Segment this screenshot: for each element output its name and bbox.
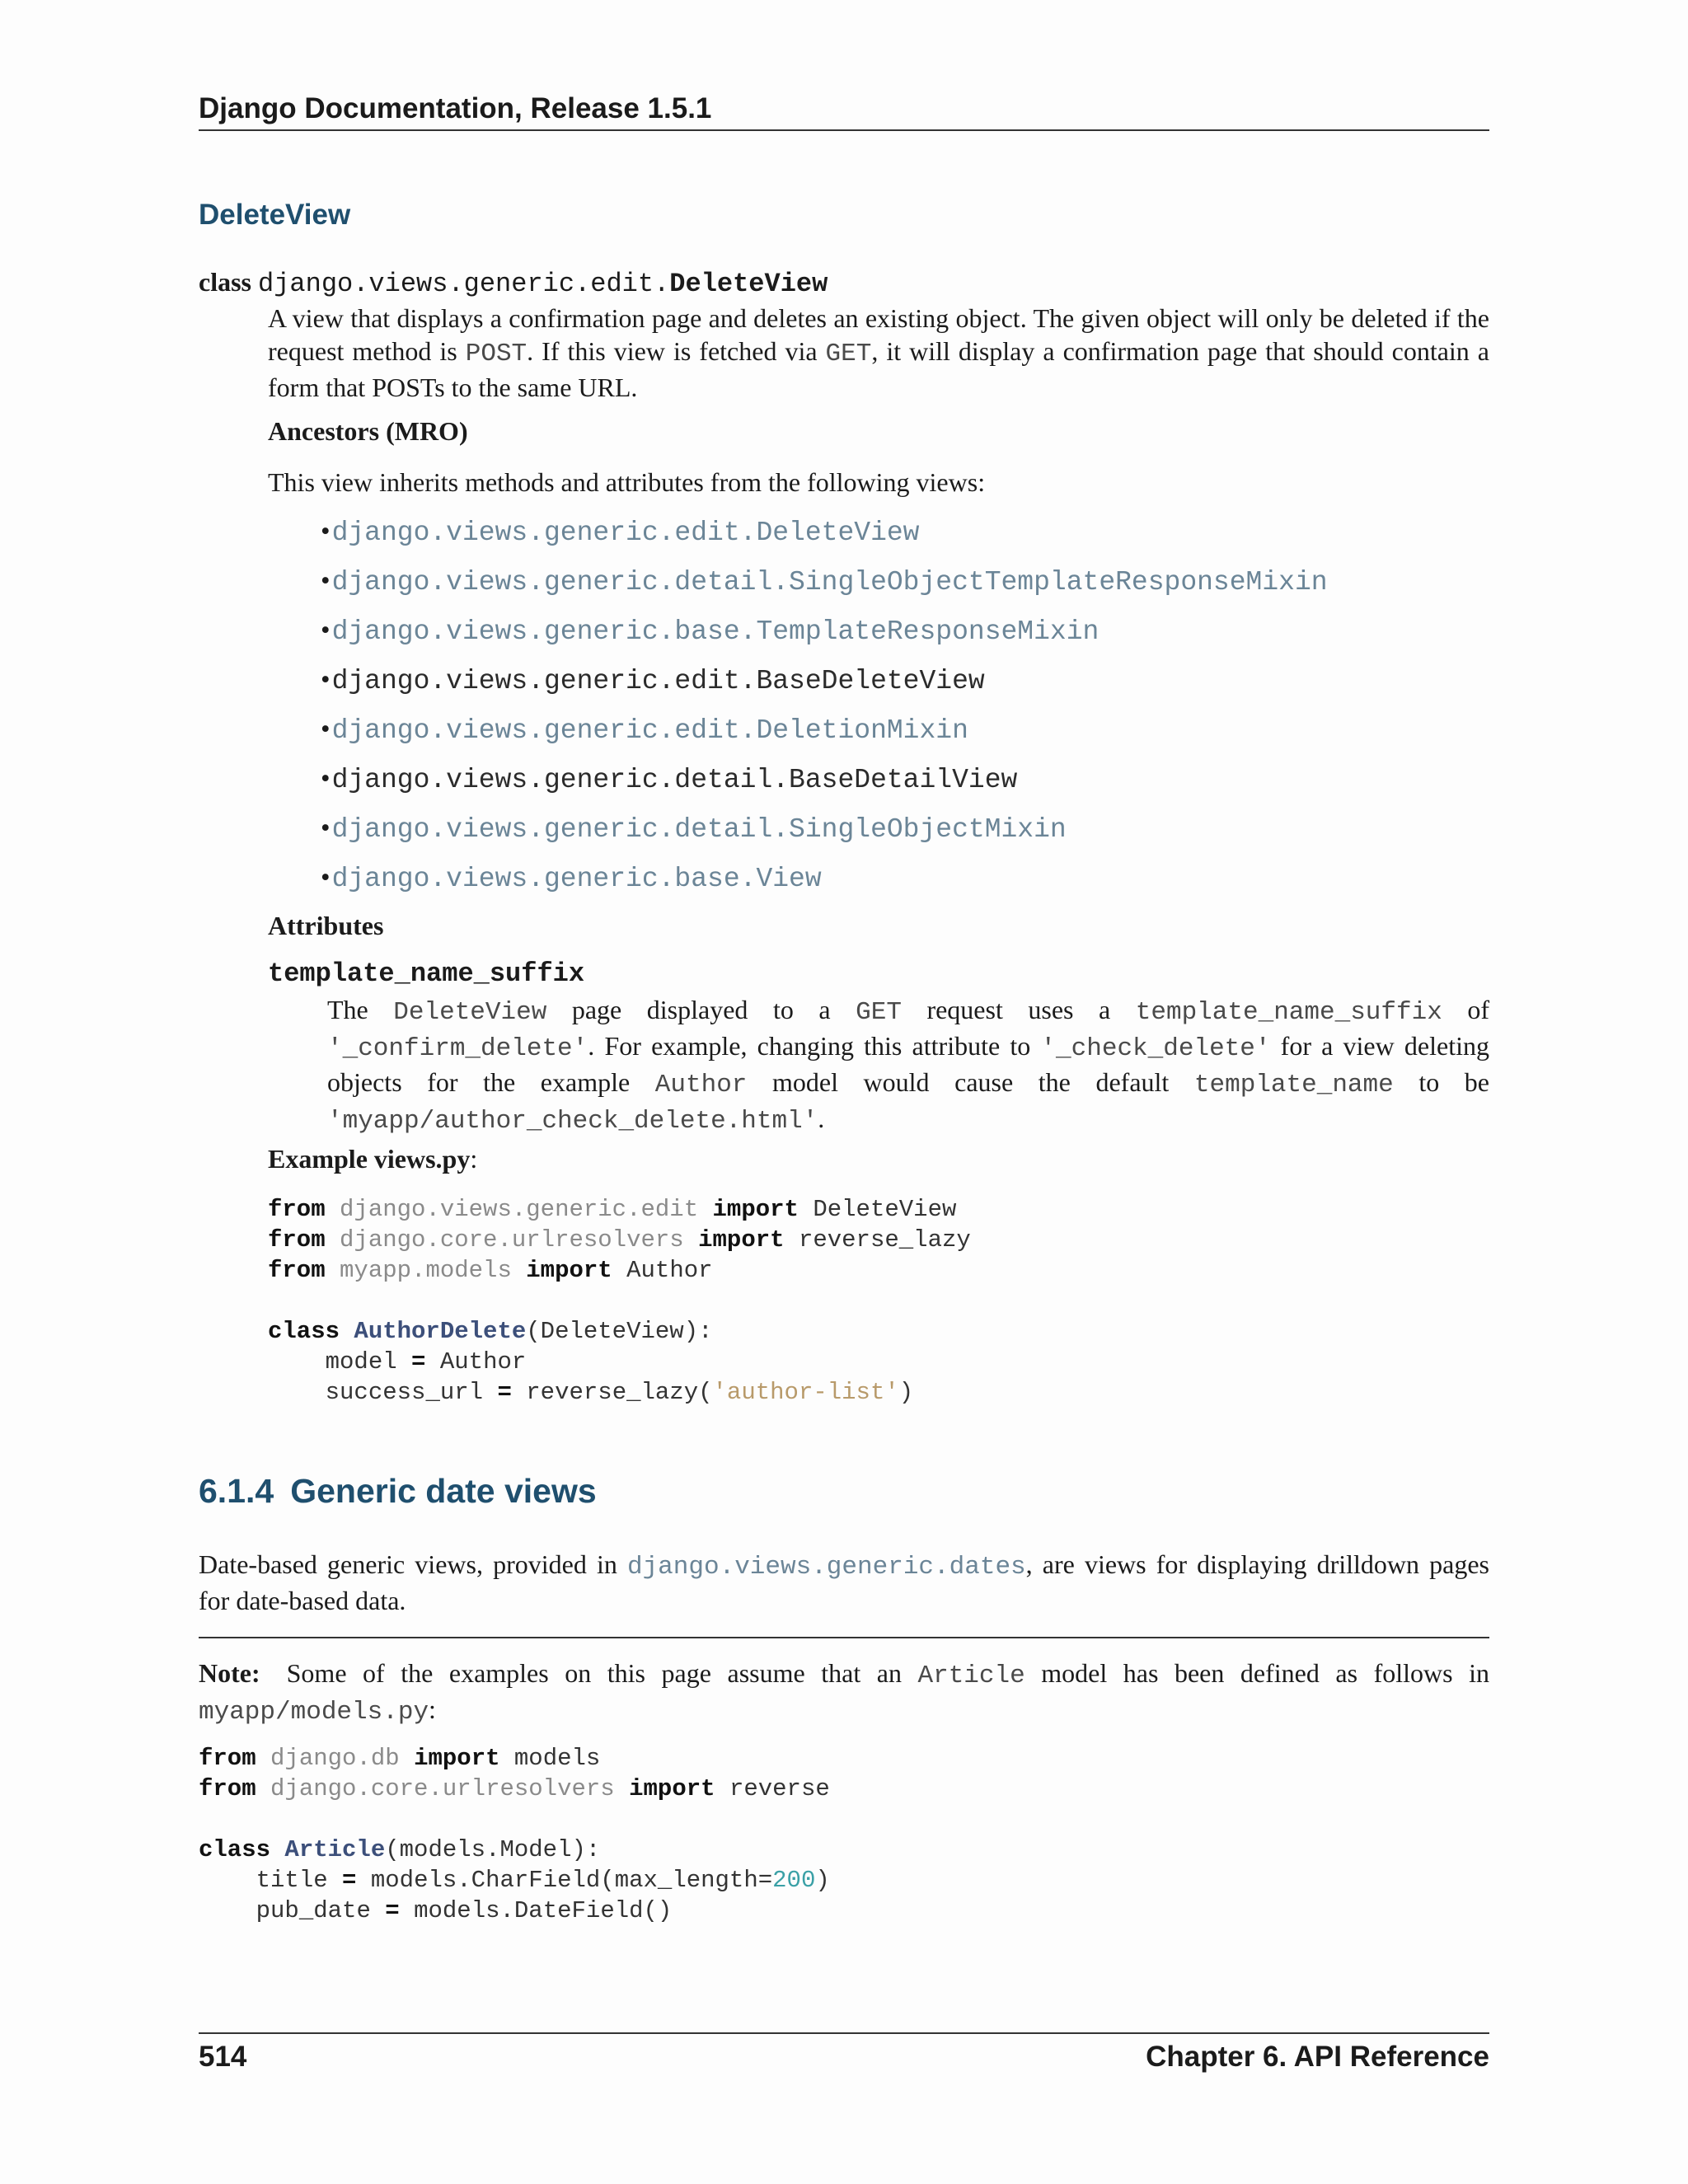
page-number: 514 — [199, 2041, 247, 2073]
attributes-heading: Attributes — [268, 911, 384, 940]
running-header: Django Documentation, Release 1.5.1 — [199, 92, 712, 124]
models-code-block: from django.db import models from django.core.urlresolvers import reverse class Article(models.Model): title = models.CharField(max_length=200) pub_date = models.DateField() — [199, 1745, 830, 1924]
get-literal: GET — [825, 340, 872, 368]
attribute-name: template_name_suffix — [268, 958, 585, 989]
section-title: Generic date views — [290, 1472, 597, 1510]
class-signature — [199, 267, 828, 299]
class-keyword: class — [199, 267, 251, 297]
ancestors-heading: Ancestors (MRO) — [268, 416, 468, 446]
mro-item[interactable]: •django.views.generic.edit.DeleteView — [321, 517, 920, 548]
mro-item[interactable]: •django.views.generic.detail.SingleObjectTemplateResponseMixin — [321, 566, 1328, 598]
class-module-path: django.views.generic.edit. — [258, 269, 670, 299]
section-heading-date-views[interactable] — [199, 1472, 597, 1511]
example-label: Example views.py — [268, 1144, 471, 1174]
desc-text: A view that displays a confirmation page and deletes an existing object. The given object will only be deleted if the request method is — [268, 303, 1489, 366]
mro-item: •django.views.generic.detail.BaseDetailView — [321, 764, 1018, 795]
mro-item[interactable]: •django.views.generic.base.TemplateResponseMixin — [321, 616, 1100, 647]
mro-item[interactable]: •django.views.generic.edit.DeletionMixin — [321, 715, 968, 746]
note-label: Note: — [199, 1658, 260, 1688]
dates-module-link[interactable]: django.views.generic.dates — [626, 1553, 1026, 1582]
mro-item: •django.views.generic.edit.BaseDeleteView — [321, 665, 985, 696]
class-name: DeleteView — [669, 269, 828, 299]
deleteview-heading[interactable]: DeleteView — [199, 199, 351, 231]
mro-list — [321, 515, 1328, 911]
desc-text: , it will display a confirmation page that should contain a form that POSTs to the same URL. — [268, 336, 1490, 402]
post-literal: POST — [465, 340, 528, 368]
header-rule — [199, 129, 1489, 131]
example-label-line: Example views.py: — [268, 1144, 478, 1174]
date-views-intro: Date-based generic views, provided in django.views.generic.dates, are views for displaying drilldown pages for date-based data. — [199, 1549, 1490, 1615]
ancestors-intro: This view inherits methods and attributes from the following views: — [268, 467, 986, 497]
section-number: 6.1.4 — [199, 1472, 274, 1510]
mro-item[interactable]: •django.views.generic.detail.SingleObjectMixin — [321, 813, 1067, 845]
views-code-block: from django.views.generic.edit import DeleteView from django.core.urlresolvers import reverse_lazy from myapp.models import Author class AuthorDelete(DeleteView): model = Author success_url = reverse_lazy('author-list') — [268, 1196, 971, 1406]
note-paragraph: Note: Some of the examples on this page assume that an Article model has been defined as follows in myapp/models.py: — [199, 1658, 1490, 1727]
mro-item[interactable]: •django.views.generic.base.View — [321, 863, 822, 894]
class-description — [268, 302, 1489, 404]
footer-rule — [199, 2032, 1489, 2034]
note-top-rule — [199, 1637, 1489, 1638]
chapter-title: Chapter 6. API Reference — [1146, 2041, 1489, 2073]
desc-text: . If this view is fetched via — [527, 336, 826, 366]
attribute-description: The DeleteView page displayed to a GET request uses a template_name_suffix of '_confirm_delete'. For example, changing this attribute to '_check_delete' for a view deleting objects for the example Author model would cause the default template_name to be 'myapp/author_check_delete.html'. — [327, 995, 1490, 1136]
